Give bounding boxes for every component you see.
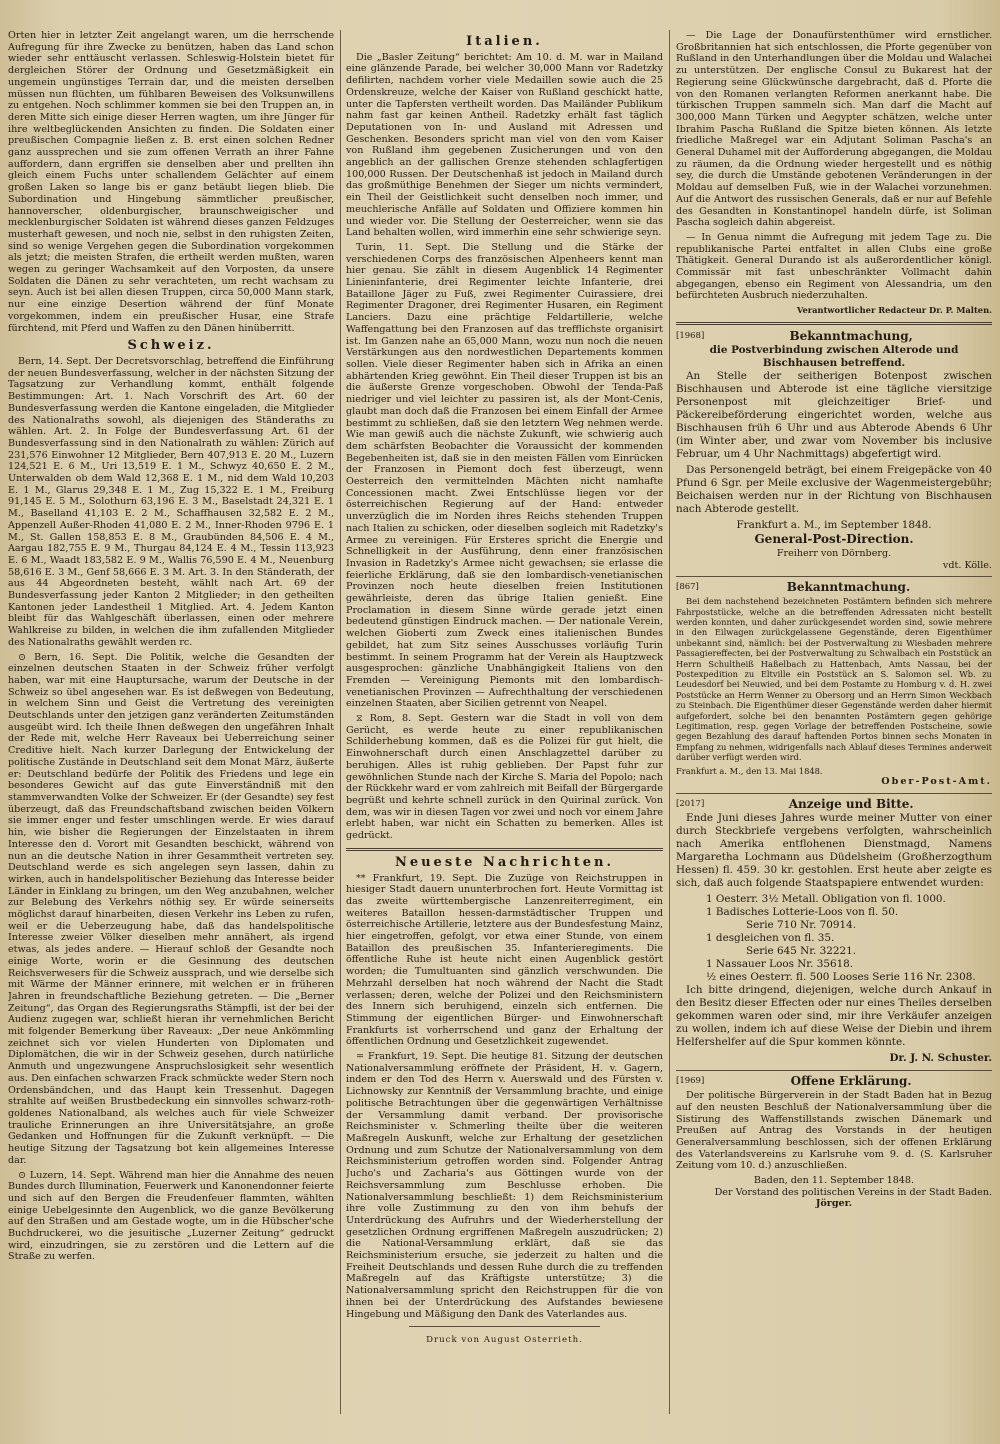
article-genua: — In Genua nimmt die Aufregung mit jedem Tage zu. Die republikanische Partei entfaltet in allen Clubs eine große Thätigkeit. General Durando ist als außerordentlicher königl. Commissär mit fast unbeschränkter Vollmacht dahin abgegangen, ebenso ein Regiment von Alessandria, um den befürchteten Ausbruch niederzuhalten. — [676, 231, 992, 302]
column-middle — [346, 30, 663, 1424]
notice-body: Das Personengeld beträgt, bei einem Freigepäcke von 40 Pfund 6 Sgr. per Meile exclusive der Wagenmeistergebühr; Beichaisen werden nur in der Richtung von Bischhausen nach Abterode gestellt. — [676, 464, 992, 516]
notice-body: Der politische Bürgerverein in der Stadt Baden hat in Bezug auf den neusten Beschluß der Nationalversammlung über die Sistirung des Waffenstillstands zwischen Dänemark und Preußen auf Antrag des Vorstands in der heutigen Generalversammlung beschlossen, sich der offenen Erklärung des Vaterlandsvereins zu Karlsruhe vom 9. d. (S. Karlsruher Zeitung vom 10. d.) anzuschließen. — [676, 1090, 992, 1172]
notice-offene-erklaerung — [676, 1076, 992, 1210]
article-frankfurt-2: = Frankfurt, 19. Sept. Die heutige 81. Sitzung der deutschen Nationalversammlung eröffnete der Präsident, H. v. Gagern, indem er den Tod des Herrn v. Auerswald und des Fürsten v. Lichnowsky zur Kenntniß der Versammlung brachte, und einige politische Betrachtungen über die gegenwärtigen Verhältnisse der Versammlung damit verband. Der provisorische Reichsminister v. Schmerling theilte über die weiteren Maßregeln Auskunft, welche zur Erhaltung der gesetzlichen Ordnung und zum Schutze der Nationalversammlung von dem Reichsministerium getroffen worden sind. Folgender Antrag Jucho's und Zacharia's aus Göttingen wurde von der Reichsversammlung zum Beschlusse erhoben. Die Nationalversammlung beschließt: 1) dem Reichsministerium ihre volle Zustimmung zu den von ihm behufs der Unterdrückung des Aufruhrs und der Wiederherstellung der gesetzlichen Ordnung ergriffenen Maßregeln auszudrücken; 2) die National-Versammlung erklärt, daß sie das Reichsministerium ersuche, sie jederzeit zu halten und die Freiheit Deutschlands und dessen Ruhe durch die zu treffenden Maßregeln auf das Kräftigste unterstütze; 3) die Nationalversammlung spricht den Reichstruppen für die von ihnen bei der Unterdrückung des Aufstandes bewiesene Hingebung und Mäßigung den Dank des Vaterlandes aus. — [346, 1051, 663, 1320]
notice-office: General-Post-Direction. — [754, 532, 914, 547]
notice-subtitle: die Postverbindung zwischen Alterode und Bischhausen betreffend. — [709, 344, 959, 370]
article-rom: ⧖ Rom, 8. Sept. Gestern war die Stadt in voll von dem Gerücht, es werde heute zu einer republikanischen Schilderhebung kommen, daß es die Polizei für gut hielt, die Einwohnerschaft durch einen Anschlagzettel darüber zu beruhigen. Alles ist ruhig geblieben. Der Papst fuhr zur gewöhnlichen Stunde nach der Kirche S. Maria del Popolo; nach der Rückkehr ward er vom zahlreich mit Beifall der Bürgergarde begrüßt und kehrte schnell zurück in den Quirinal zurück. Von dem, was wir in diesen Tagen vor zwei und noch vor einem Jahre erlebt haben, war nicht ein Schatten zu bemerken. Alles ist gedrückt. — [346, 713, 663, 842]
article-luzern: ⊙ Luzern, 14. Sept. Während man hier die Annahme des neuen Bundes durch Illumination, Feuerwerk und Kanonendonner feierte und sich auf den Bergen die Freudenfeuer flammten, wählten einige Uebelgesinnte den Augenblick, wo die ganze Bevölkerung auf den Straßen und am Gestade wogte, um in die Hübscher'sche Buchdruckerei, wo die jesuitische „Luzerner Zeitung“ gedruckt wird, einzudringen, sie zu zerstören und die Lettern auf die Straße zu werfen. — [8, 1169, 334, 1263]
divider — [676, 1070, 992, 1071]
notice-place-date: Frankfurt a. M., den 13. Mai 1848. — [676, 765, 823, 776]
article-frankfurt-1: ** Frankfurt, 19. Sept. Die Zuzüge von Reichstruppen in hiesiger Stadt dauern ununterbrochen fort. Heute Vormittag ist das zweite württembergische Lanzenreiterregiment, ein weiteres Bataillon hessen-darmstädtischer Truppen und österreichische Artillerie, letztere aus der Bundesfestung Mainz, hier eingetroffen, gefolgt, vor etwa einer Stunde, von einem Bataillon des preußischen 35. Infanterieregiments. Die öffentliche Ruhe ist heute nicht einen Augenblick gestört worden; die Tumultuanten sind gänzlich verschwunden. Die Mehrzahl derselben hat noch während der Nacht die Stadt verlassen; deren, welche der Polizei und den Reichsministern des Innern sich beruhigend, einzeln sich entfernen. Die Stimmung der eigentlichen Bürger- und Einwohnerschaft Frankfurts ist vorherrschend und ganz der Erhaltung der öffentlichen Ordnung und Gesetzlichkeit zugewendet. — [346, 872, 663, 1048]
notice-signature: Der Vorstand des politischen Vereins in der Stadt Baden. — [714, 1186, 992, 1198]
notice-title: Anzeige und Bitte. — [788, 796, 914, 811]
list-item: 1 Badisches Lotterie-Loos von fl. 50. — [706, 906, 899, 919]
article-turin: Turin, 11. Sept. Die Stellung und die Stärke der verschiedenen Corps des französischen Alpenheers kennt man hier genau. Sie zählt in diesem Augenblick 14 Regimenter Linieninfanterie, drei Regimenter leichte Infanterie, drei Bataillone Jäger zu Fuß, zwei Regimenter Cuirassiere, drei Regimenter Dragoner, drei Regimenter Husaren, ein Regiment Lanciers. Dazu eine prächtige Feldartillerie, welche Waffengattung bei den Franzosen auf das trefflichste organisirt ist. Im Ganzen nahe an 65,000 Mann, wozu nun noch die neuen Verstärkungen aus den nordwestlichen Departements kommen sollen. Viele dieser Regimenter haben sich in Afrika an einen abhärtenden Krieg gewöhnt. Ein Theil dieser Truppen ist bis an die äußerste Grenze vorgeschoben. Obwohl der Tenda-Paß niedriger und viel leichter zu passiren ist, als der Mont-Cenis, glaubt man doch daß die Franzosen bei einem Einfall der Armee bestimmt zu schließen, daß sie den letztern Weg nehmen werde. Wie man gewiß auch die nächste Zukunft, wie schwierig auch dem schärfsten Beobachter die Voraussicht der kommenden Begebenheiten ist, daß sie in den meisten Fällen vom Einrücken der Franzosen in Piemont doch fest überzeugt, wenn Oesterreich den vermittelnden Mächten nicht namhafte Concessionen macht. Zwei Entschlüsse liegen vor der österreichischen Regierung auf der Hand: entweder unverzüglich die im Norden ihres Reichs stehenden Truppen nach Italien zu schicken, oder dieselben sogleich mit Radetzky's Armee zu vereinigen. Für Ersteres spricht die Energie und Schnelligkeit in der Ausführung, denn einer französischen Invasion in Radetzky's Armee nicht gewachsen; sie erlasse die feierliche Erklärung, daß sie den lombardisch-venetianischen Provinzen noch heute dieselben freien Institutionen gewährleiste, deren das übrige Italien genießt. Eine Proclamation in diesem Sinne würde gerade jetzt einen bedeutend günstigen Eindruck machen. — Der nationale Verein, welchen Gioberti zum Zweck eines italienischen Bundes gebildet, hat zum Sitz seines Ausschusses vorläufig Turin bestimmt. In seinem Programm hat der Verein als Hauptzweck ausgesprochen: gänzliche Unabhängigkeit Italiens von den Fremden — Vereinigung Piemonts mit den lombardisch-venetianischen Provinzen — Aufrechthaltung der verschiedenen einzelnen Staaten, aber Sicilien getrennt von Neapel. — [346, 241, 663, 710]
article-bern-16: ⊙ Bern, 16. Sept. Die Politik, welche die Gesandten der einzelnen deutschen Staaten in der Schweiz früher verfolgt haben, war mit eine Hauptursache, warum der Deutsche in der Schweiz so übel angesehen war. Es ist deßwegen von Bedeutung, in welchem Sinn und Geist die Vertretung des vereinigten Deutschlands unter den jetzigen ganz veränderten Zeitumständen ausgeübt wird. Ich theile Ihnen deßwegen den ungefähren Inhalt der Rede mit, welche Herr Raveaux bei Ueberreichung seiner Creditive hielt. Nach kurzer Darlegung der Entwickelung der politische Zustände in Deutschland seit dem Monat März, äußerte er: Deutschland bedürfe der Politik des Friedens und lege ein besonderes Gewicht auf das gute Einverständniß mit den stammverwandten Volke der Schweizer. Er (der Gesandte) sey fest überzeugt, daß das Freundschaftsband zwischen beiden Völkern sie immer enger und fester umschlingen werde. Er wies darauf hin, wie bisher die Regierungen der Einzelstaaten in ihrem Interesse den d. Vorort mit Gesandten beschickt, während von nun an die deutsche Nation in ihrer Gesammtheit vertreten sey. Deutschland werde es sich angelegen seyn lassen, dahin zu wirken, auch in handelspolitischer Beziehung das Interesse beider Länder in Einklang zu bringen, um den Weg anzubahnen, welcher zur Belebung des Verkehrs nöthig sey. Er würde seinerseits möglichst darauf hinarbeiten, diesen Verkehr ins Leben zu rufen, weil er die Ueberzeugung habe, daß das handelspolitische Interesse zweier Völker dieselben mehr annähert, als irgend etwas, als jedes andere. — Hierauf schloß der Gesandte noch einige Worte, worin er die Gesinnung des deutschen Reichsverwesers für die Schweiz aussprach, und wie derselbe sich mit Wärme der Männer erinnere, mit welchen er in früheren Jahren in freundschaftliche Beziehung getreten. — Die „Berner Zeitung“, das Organ des Regierungsraths Stämpfli, ist der bei der Audienz zugegen war, schließt hieran ihr vernehmlichen Bericht mit folgender Bemerkung über Raveaux: „Der neue Ankömmling zeichnet sich vor vielen Hunderten von Diplomaten und Diplomätchen, die wir in der Schweiz gesehen, durch natürliche Anmuth und ungezwungene Anspruchslosigkeit sehr wesentlich aus. Den einfachen schwarzen Frack schmückte weder Stern noch Ordensbändchen, und das Haupt kein Tressenhut. Dagegen strahlte auf weißen Brustbedeckung ein sinnvolles schwarz-roth-goldenes Nationalband, als welches auch für viele Schweizer trauliche Erinnerungen an ihre Universitätsjahre, an große Gedanken und Hoffnungen für die Zukunft verknüpft. — Die heutige Sitzung der Tagsatzung bot kein allgemeines Interesse dar. — [8, 651, 334, 1166]
notice-office: Ober-Post-Amt. — [881, 776, 992, 787]
divider — [346, 848, 663, 851]
notice-body: Ich bitte dringend, diejenigen, welche durch Ankauf in den Besitz dieser Effecten oder nur eines Theiles derselben gekommen waren oder sind, mir ihre Verkäufer anzeigen zu wollen, indem ich auf diese Weise der Diebin und ihrem Helfershelfer auf die Spur kommen könnte. — [676, 984, 992, 1049]
notice-number: [1968] — [676, 330, 705, 341]
notice-person: Freiherr von Dörnberg. — [776, 547, 892, 559]
editor-line: Verantwortlicher Redacteur Dr. P. Malten. — [796, 305, 992, 316]
article-mailand: Die „Basler Zeitung“ berichtet: Am 10. d. M. war in Mailand eine glänzende Parade, bei welcher 30,000 Mann vor Radetzky defilirten, nachdem vorher viele Medaillen sowie auch die 25 Ordenskreuze, welche der Kaiser von Rußland geschickt hatte, unter die Tapfersten vertheilt worden. Das Mailänder Publikum nahm fast gar keinen Antheil. Radetzky erhält fast täglich Deputationen von In- und Ausland mit Adressen und Geschenken. Besonders spricht man viel von den vom Kaiser von Rußland ihm gegebenen Zusicherungen und von den angeblich an der gallischen Grenze stehenden schlagfertigen 100,000 Russen. Der Deutschenhaß ist jedoch in Mailand durch das großmüthige Benehmen der Sieger um nichts vermindert, ein Theil der Geistlichkeit sucht denselben noch immer, und meuchlerische Anfälle auf Soldaten und Offiziere kommen hin und wieder vor. Die Stellung der Oesterreicher, wenn sie das Land behalten wollen, wird immerhin eine sehr schwierige seyn. — [346, 51, 663, 239]
column-rule — [669, 30, 670, 1414]
notice-body: An Stelle der seitherigen Botenpost zwischen Bischhausen und Abterode ist eine tägliche viersitzige Personenpost mit gleichzeitiger Brief- und Päckereibeförderung eingerichtet worden, welche aus Bischhausen früh 6 Uhr und aus Abterode Abends 6 Uhr (im Winter aber, und zwar vom November bis inclusive Februar, um 4 Uhr Nachmittags) abgefertigt wird. — [676, 370, 992, 461]
column-right — [676, 30, 992, 1424]
notice-place-date: Frankfurt a. M., im September 1848. — [736, 519, 932, 532]
printer-imprint: Druck von August Osterrieth. — [426, 1335, 583, 1346]
list-item: 1 Oesterr. 3½ Metall. Obligation von fl. 1000. — [706, 893, 946, 906]
article-donau: — Die Lage der Donaufürstenthümer wird ernstlicher. Großbritannien hat sich entschlossen, die Pforte gegenüber von Rußland in den Unterhandlungen über die Moldau und Walachei zu unterstützen. Der englische Consul zu Bukarest hat der Regierung seine Glückwünsche dargebracht, daß d. Pforte die von den Romanen verlangten Reformen anerkannt habe. Die türkischen Truppen sammeln sich. Man darf die Macht auf 300,000 Mann Türken und Aegypter schätzen, welche unter Ibrahim Pascha Rußland die Spitze bieten können. Als letzte friedliche Maßregel war ein Adjutant Soliman Pascha's an General Duhamel mit der Aufforderung abgegangen, die Moldau zu räumen, da die Ordnung wieder hergestellt und es nöthig sey, die durch die Umstände gebotenen Veränderungen in der Moldau auf demselben Fuß, wie in der Walachei vorzunehmen. Auf die Antwort des russischen Generals, daß er nur auf Befehle des Gesandten in Konstantinopel handeln dürfe, ist Soliman Pascha sogleich dahin abgereist. — [676, 30, 992, 229]
list-item: 1 desgleichen von fl. 35. — [706, 932, 835, 945]
notice-number: [1969] — [676, 1076, 705, 1087]
divider — [676, 576, 992, 577]
list-item: Serie 645 Nr. 32221. — [746, 945, 857, 958]
section-heading-neueste: Neueste Nachrichten. — [394, 854, 615, 870]
notice-vdt: vdt. Kölle. — [942, 559, 992, 571]
notice-number: [867] — [676, 582, 699, 593]
securities-list — [706, 893, 992, 984]
divider — [676, 793, 992, 794]
notice-number: [2017] — [676, 798, 705, 809]
column-rule — [340, 30, 341, 1414]
notice-place-date: Baden, den 11. September 1848. — [753, 1175, 915, 1187]
section-heading-schweiz: Schweiz. — [127, 338, 215, 354]
article-bern-14: Bern, 14. Sept. Der Decretsvorschlag, betreffend die Einführung der neuen Bundesverfassung, welcher in der nächsten Sitzung der Tagsatzung zur Verhandlung kommt, enthält folgende Bestimmungen: Art. 1. Nach Vorschrift des Art. 60 der Bundesverfassung werden die Kantone eingeladen, die Mitglieder des Nationalraths sowohl, als diejenigen des Ständeraths zu wählen. Art. 2. In Folge der Bundesverfassung Art. 61 der Bundesverfassung sind in den Nationalrath zu wählen: Zürich auf 231,576 Einwohner 12 Mitglieder, Bern 407,913 E. 20 M., Luzern 124,521 E. 6 M., Uri 13,519 E. 1 M., Schwyz 40,650 E. 2 M., Unterwalden ob dem Wald 12,368 E. 1 M., nid dem Wald 10,203 E. 1 M., Glarus 29,348 E. 1 M., Zug 15,322 E. 1 M., Freiburg 91,145 E. 5 M., Solothurn 63,196 E. 3 M., Baselstadt 24,321 E. 1 M., Baselland 41,103 E. 2 M., Schaffhausen 32,582 E. 2 M., Appenzell Außer-Rhoden 41,080 E. 2 M., Inner-Rhoden 9796 E. 1 M., St. Gallen 158,853 E. 8 M., Graubünden 84,506 E. 4 M., Aargau 182,755 E. 9 M., Thurgau 84,124 E. 4 M., Tessin 113,923 E. 6 M., Waadt 183,582 E. 9 M., Wallis 76,590 E. 4 M., Neuenburg 58,616 E. 3 M., Genf 58,666 E. 3 M. Art. 3. In den Ständerath, der aus 44 Abgeordneten besteht, wählt nach Art. 69 der Bundesverfassung jeder Kanton 2 Mitglieder; in den getheilten Kantonen jeder Landestheil 1 Mitglied. Art. 4. Jedem Kanton bleibt für das Wahlgeschäft überlassen, einen oder mehrere Wahlkreise zu bilden, in welchen die ihm zufallenden Mitglieder des Nationalraths gewählt werden rc. — [8, 355, 334, 648]
notice-anzeige-bitte — [676, 796, 992, 1066]
notice-signature-name: Jörger. — [815, 1198, 853, 1210]
list-item: ½ eines Oesterr. fl. 500 Looses Serie 116 Nr. 2308. — [706, 971, 976, 984]
section-heading-italien: Italien. — [466, 34, 543, 49]
notice-signature: Dr. J. N. Schuster. — [889, 1052, 992, 1065]
notice-title: Offene Erklärung. — [790, 1074, 912, 1089]
notice-title: Bekanntmachung. — [786, 580, 911, 595]
notice-body: Ende Juni dieses Jahres wurde meiner Mutter von einer durch Steckbriefe vergebens verfolgten, wahrscheinlich nach Amerika entflohenen Dienstmagd, Namens Margaretha Lochmann aus Düdelsheim (Großherzogthum Hessen) fl. 459. 30 kr. gestohlen. Erst heute aber zeigte es sich, daß auch folgende Staatspapiere entwendet wurden: — [676, 812, 992, 890]
notice-fahrpoststuecke — [676, 582, 992, 787]
notice-body: Bei dem nachstehend bezeichneten Postämtern befinden sich mehrere Fahrpoststücke, welche an die betreffenden Adressaten nicht bestellt werden konnten, und daher zurückgesendet worden sind, sowie mehrere in den Eilwagen zurückgelassene Gegenstände, deren Eigenthümer unbekannt sind, nämlich: bei der Postverwaltung zu Wiesbaden mehrere Passagiereffecten, bei der Postverwaltung zu Schwalbach ein Poststück an Herrn Schultheiß Haßelbach zu Hattenbach, Amts Nassau, bei der Postexpedition zu Eltville ein Poststück an S. Salomon sel. Wb. zu Leudesdorf bei Neuwied, und bei dem Postamte zu Homburg v. d. H. zwei Poststücke an Herrn Wenner zu Obersorg und an Herrn Simon Weckbach zu Steinbach. Die Eigenthümer dieser Gegenstände werden daher hiermit aufgefordert, solche bei den benannten Postämtern gegen gehörige Legitimation, resp. gegen Vorlage der betreffenden Postscheine, sowie gegen Bezahlung des darauf haftenden Portos binnen sechs Monaten in Empfang zu nehmen, widrigenfalls nach Ablauf dieses Termines anderweit darüber verfügt werden wird. — [676, 596, 992, 763]
list-item: 1 Nassauer Loos Nr. 35618. — [706, 958, 854, 971]
divider — [409, 1326, 599, 1327]
divider — [676, 322, 992, 325]
notice-title: Bekanntmachung, — [789, 328, 913, 343]
notice-postverbindung — [676, 328, 992, 572]
article-schleswig: Orten hier in letzter Zeit angelangt waren, um die herrschende Aufregung für ihre Zwecke zu benützen, haben das Land schon wieder sehr enttäuscht verlassen. Schleswig-Holstein bietet für dergleichen Störer der Ordnung und Gesetzmäßigkeit ein ungemein ungünstiges Terrain dar, und die meisten derselben müssen nun flüchten, um fühlbaren Beweisen des Volksunwillens zu entgehen. Noch schlimmer kommen sie bei den Truppen an, in deren Mitte sich einige dieser Herren wagten, um ihre Jünger für ihre weltbeglückenden Ansichten zu finden. Die Soldaten einer preußischen Compagnie ließen z. B. erst einen solchen Redner ganz aussprechen und sie zum offenen Verrath an ihrer Fahne auffordern, dann ergriffen sie denselben aber und prellten ihn gleich einem Fuchs unter schallendem Gelächter auf einem großen Laken so lange bis er ganz betäubt liegen blieb. Die Subordination und Hingebung sämmtlicher preußischer, hannoverscher, oldenburgischer, braunschweigischer und mecklenburgischer Soldaten ist während dieses ganzen Feldzuges musterhaft gewesen, und noch nie, selbst in den ruhigsten Zeiten, sind so wenige Vergehen gegen die Subordination vorgekommen als jetzt; die meisten Strafen, die ertheilt werden mußten, waren wegen zu geringer Wachsamkeit auf den Vorposten, da unsere Soldaten die Dänen zu sehr verachteten, um recht wachsam zu seyn. Auch ist bei allen diesen Truppen, circa 50,000 Mann stark, nur eine einzige Desertion während der fünf Monate vorgekommen, indem ein preußischer Husar, eine Strafe fürchtend, mit Pferd und Waffen zu den Dänen hinüberritt. — [8, 30, 334, 334]
column-left — [8, 30, 334, 1424]
list-item: Serie 710 Nr. 70914. — [746, 919, 857, 932]
